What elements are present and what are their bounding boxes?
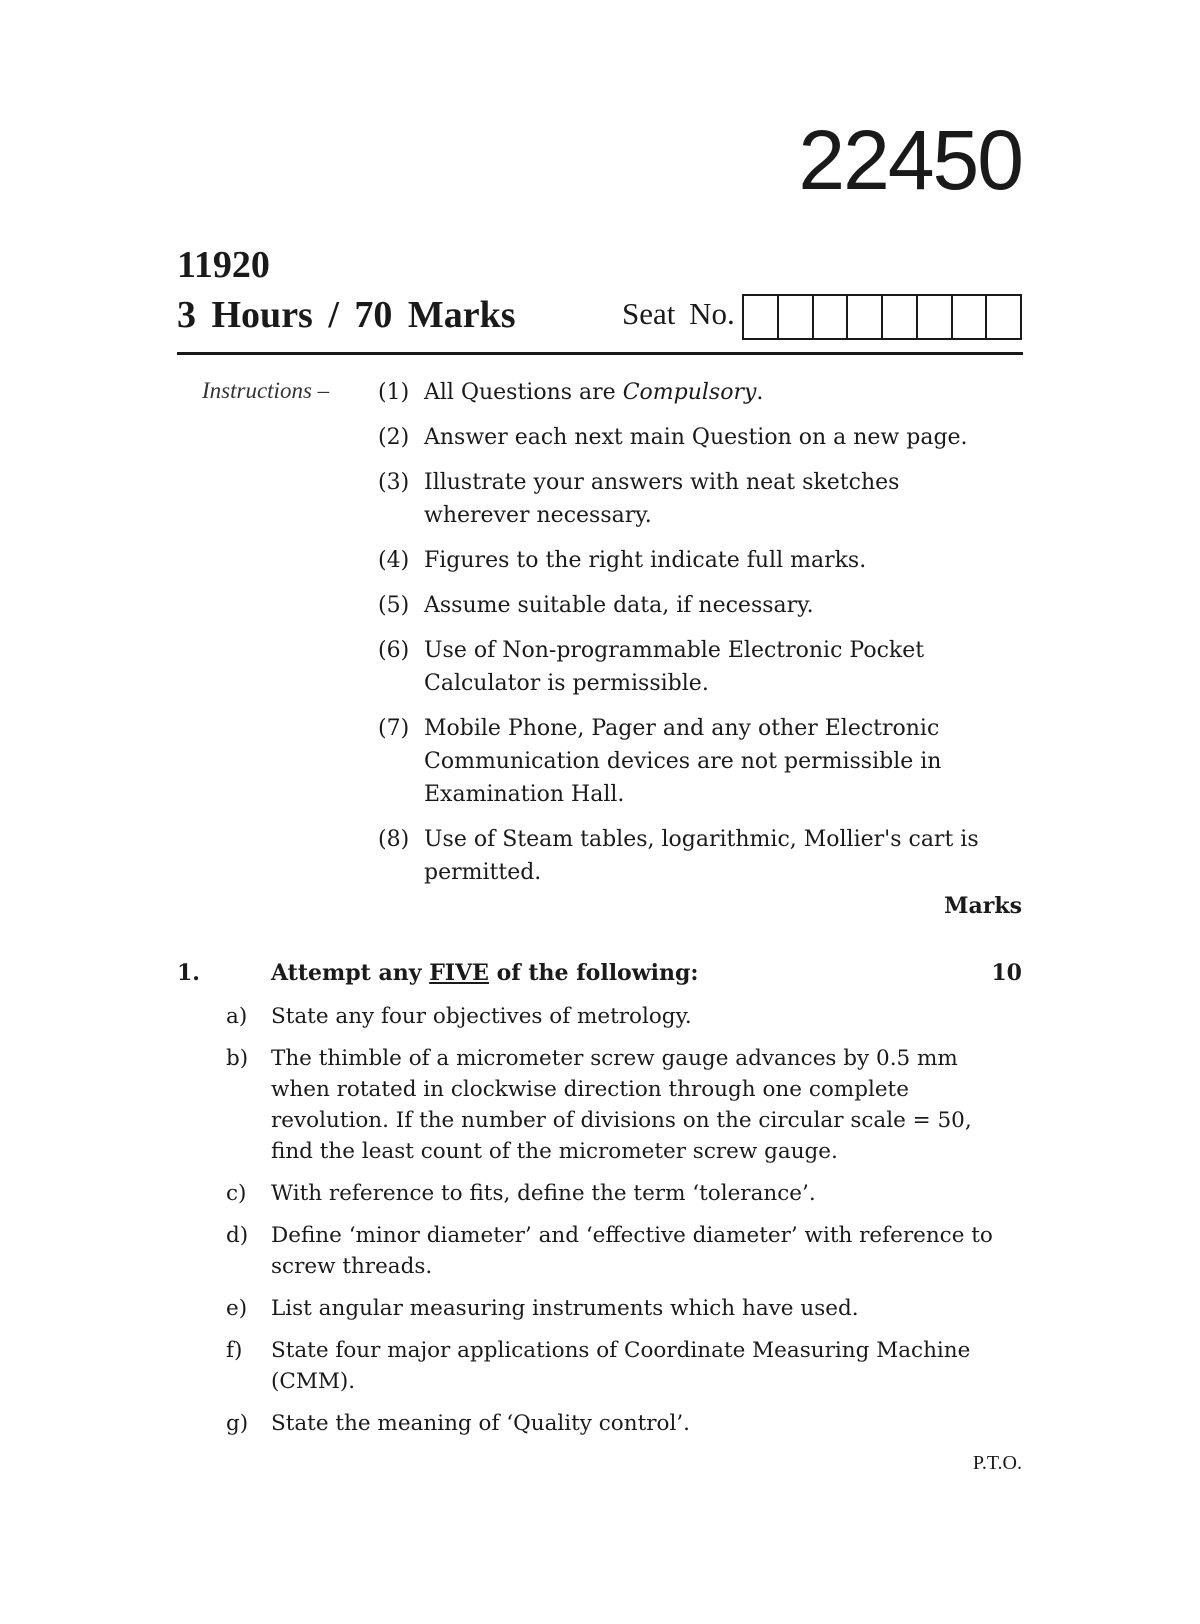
- sub-question-letter: e): [226, 1296, 248, 1321]
- sub-question: [226, 1408, 1001, 1439]
- instruction-text-part: All Questions are: [424, 380, 623, 405]
- instruction-item: [378, 466, 1008, 532]
- seat-digit-box[interactable]: [987, 296, 1020, 338]
- sub-question-text: Define ‘minor diameter’ and ‘effective diameter’ with reference to screw threads.: [271, 1223, 993, 1279]
- question-title-part: of the following:: [488, 960, 699, 986]
- instruction-item: [378, 712, 1008, 811]
- sub-question: [226, 1293, 1001, 1324]
- sub-question: [226, 1178, 1001, 1209]
- question-marks: 10: [991, 960, 1022, 986]
- sub-question-letter: d): [226, 1223, 249, 1248]
- instruction-text: Figures to the right indicate full marks.: [424, 548, 867, 573]
- seat-digit-box[interactable]: [848, 296, 883, 338]
- instruction-number: (1): [378, 380, 410, 405]
- sub-question: [226, 1220, 1001, 1282]
- sub-question-list: [226, 1001, 1001, 1450]
- sub-question-letter: b): [226, 1046, 249, 1071]
- sub-question-letter: a): [226, 1004, 248, 1029]
- instruction-text: Assume suitable data, if necessary.: [424, 593, 814, 618]
- seat-digit-box[interactable]: [779, 296, 814, 338]
- instruction-item: [378, 544, 1008, 577]
- instruction-item: [378, 823, 1008, 889]
- sub-question: [226, 1043, 1001, 1167]
- instruction-item: [378, 634, 1008, 700]
- duration-marks: 3 Hours / 70 Marks: [177, 294, 516, 336]
- sub-question-letter: g): [226, 1411, 249, 1436]
- seat-digit-box[interactable]: [883, 296, 918, 338]
- instruction-number: (2): [378, 425, 410, 450]
- instruction-number: (7): [378, 716, 410, 741]
- paper-code: 22450: [798, 113, 1022, 207]
- instructions-label: Instructions –: [202, 378, 330, 403]
- seat-digit-box[interactable]: [814, 296, 849, 338]
- sub-question-letter: c): [226, 1181, 247, 1206]
- sub-question-text: List angular measuring instruments which have used.: [271, 1296, 859, 1321]
- instruction-number: (6): [378, 638, 410, 663]
- instruction-item: [378, 376, 1008, 409]
- sub-question-text: State any four objectives of metrology.: [271, 1004, 692, 1029]
- instruction-text: Use of Steam tables, logarithmic, Mollier's cart is permitted.: [424, 827, 979, 885]
- sub-question-text: With reference to fits, define the term ‘tolerance’.: [271, 1181, 816, 1206]
- header-divider: [177, 352, 1023, 355]
- seat-digit-box[interactable]: [918, 296, 953, 338]
- instruction-item: [378, 421, 1008, 454]
- instruction-number: (3): [378, 470, 410, 495]
- instruction-number: (5): [378, 593, 410, 618]
- instruction-item: [378, 589, 1008, 622]
- subject-code: 11920: [177, 244, 270, 286]
- question-title-part: Attempt any: [271, 960, 430, 986]
- instruction-number: (8): [378, 827, 410, 852]
- seat-digit-box[interactable]: [744, 296, 779, 338]
- instruction-text: Mobile Phone, Pager and any other Electronic Communication devices are not permissible in Examination Hall.: [424, 716, 942, 807]
- instruction-text: Use of Non-programmable Electronic Pocket Calculator is permissible.: [424, 638, 925, 696]
- seat-number-label: Seat No.: [622, 296, 735, 331]
- instruction-text: [424, 376, 1008, 409]
- sub-question-letter: f): [226, 1338, 243, 1363]
- sub-question-text: The thimble of a micrometer screw gauge advances by 0.5 mm when rotated in clockwise direction through one complete revolution. If the number of divisions on the circular scale = 50, find the least count of the micrometer screw gauge.: [271, 1046, 972, 1164]
- marks-column-heading: Marks: [944, 893, 1022, 919]
- seat-number-boxes[interactable]: [742, 294, 1022, 340]
- sub-question-text: State the meaning of ‘Quality control’.: [271, 1411, 690, 1436]
- sub-question: [226, 1001, 1001, 1032]
- page-turn-over-note: P.T.O.: [972, 1452, 1022, 1474]
- instruction-number: (4): [378, 548, 410, 573]
- instruction-text: Answer each next main Question on a new page.: [424, 425, 968, 450]
- sub-question: [226, 1335, 1001, 1397]
- instruction-text-part: .: [756, 380, 764, 405]
- sub-question-text: State four major applications of Coordinate Measuring Machine (CMM).: [271, 1338, 971, 1394]
- question-title-emphasis: FIVE: [429, 960, 489, 986]
- instruction-text: Illustrate your answers with neat sketches wherever necessary.: [424, 470, 900, 528]
- question-number: 1.: [177, 960, 200, 986]
- instructions-list: [378, 376, 1008, 901]
- instruction-emphasis: Compulsory: [622, 380, 757, 405]
- seat-digit-box[interactable]: [953, 296, 988, 338]
